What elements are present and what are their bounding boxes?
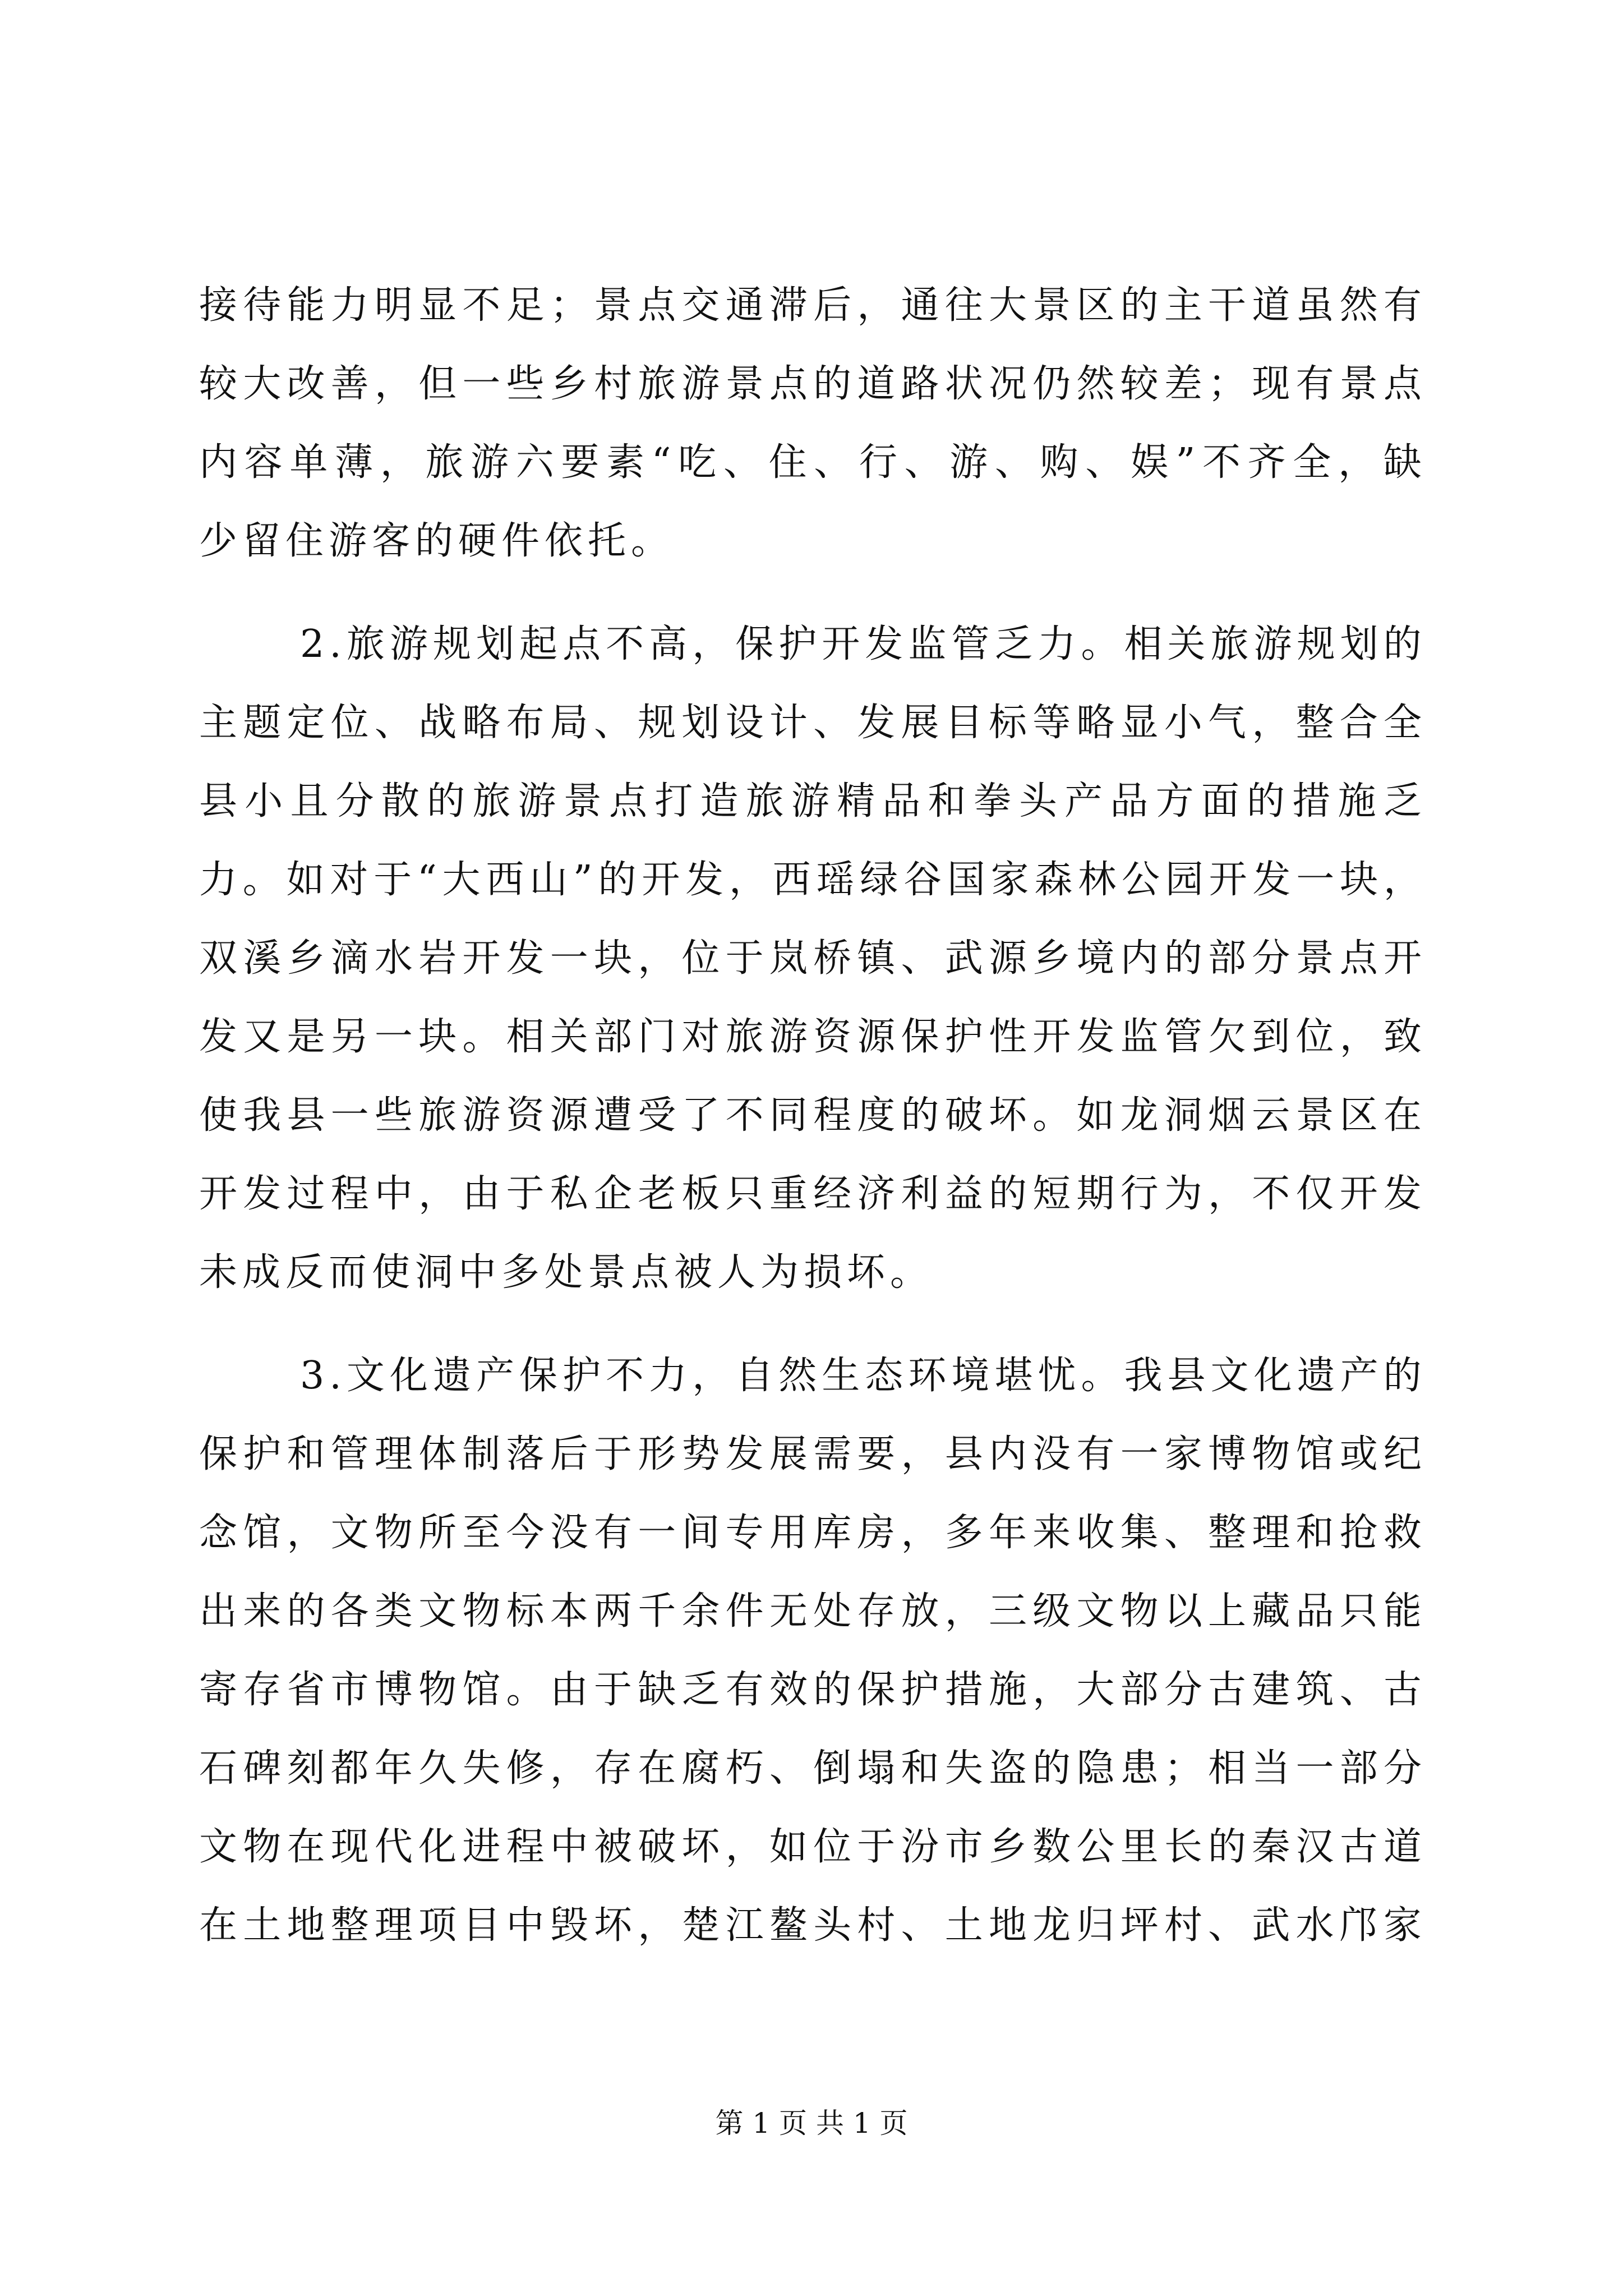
text-line: 少留住游客的硬件依托。	[199, 519, 675, 563]
text-line: 在 土 地 整 理 项 目 中 毁 坏 ， 楚 江 鳌 头 村 、 土 地 龙 归 坪 村 、 武 水 邝 家	[199, 1903, 1422, 1948]
text-line: 接 待 能 力 明 显 不 足 ； 景 点 交 通 滞 后 ， 通 往 大 景 区 的 主 干 道 虽 然 有	[199, 283, 1422, 328]
text-line: 念 馆 ， 文 物 所 至 今 没 有 一 间 专 用 库 房 ， 多 年 来 收 集 、 整 理 和 抢 救	[199, 1511, 1422, 1555]
text-line: 使 我 县 一 些 旅 游 资 源 遭 受 了 不 同 程 度 的 破 坏 。 如 龙 洞 烟 云 景 区 在	[199, 1093, 1422, 1138]
text-line: 3 . 文 化 遗 产 保 护 不 力 ， 自 然 生 态 环 境 堪 忧 。 我 县 文 化 遗 产 的	[300, 1354, 1422, 1398]
text-line: 未成反而使洞中多处景点被人为损坏。	[199, 1250, 934, 1295]
text-line: 文 物 在 现 代 化 进 程 中 被 破 坏 ， 如 位 于 汾 市 乡 数 公 里 长 的 秦 汉 古 道	[199, 1825, 1422, 1869]
text-line: 开 发 过 程 中 ， 由 于 私 企 老 板 只 重 经 济 利 益 的 短 期 行 为 ， 不 仅 开 发	[199, 1172, 1422, 1216]
text-line: 发 又 是 另 一 块 。 相 关 部 门 对 旅 游 资 源 保 护 性 开 发 监 管 欠 到 位 ， 致	[199, 1015, 1422, 1059]
text-line: 石 碑 刻 都 年 久 失 修 ， 存 在 腐 朽 、 倒 塌 和 失 盗 的 隐 患 ； 相 当 一 部 分	[199, 1746, 1422, 1791]
text-line: 寄 存 省 市 博 物 馆 。 由 于 缺 乏 有 效 的 保 护 措 施 ， 大 部 分 古 建 筑 、 古	[199, 1668, 1422, 1712]
page-number-footer: 第 1 页 共 1 页	[715, 2107, 908, 2139]
body-text	[199, 266, 1422, 1965]
text-line: 双 溪 乡 滴 水 岩 开 发 一 块 ， 位 于 岚 桥 镇 、 武 源 乡 境 内 的 部 分 景 点 开	[199, 936, 1422, 981]
text-line: 保 护 和 管 理 体 制 落 后 于 形 势 发 展 需 要 ， 县 内 没 有 一 家 博 物 馆 或 纪	[199, 1432, 1422, 1476]
text-line: 主 题 定 位 、 战 略 布 局 、 规 划 设 计 、 发 展 目 标 等 略 显 小 气 ， 整 合 全	[199, 701, 1422, 745]
text-line: 县 小 且 分 散 的 旅 游 景 点 打 造 旅 游 精 品 和 拳 头 产 品 方 面 的 措 施 乏	[199, 779, 1422, 823]
text-line: 力 。 如 对 于 “ 大 西 山 ” 的 开 发 ， 西 瑶 绿 谷 国 家 森 林 公 园 开 发 一 块 ，	[199, 858, 1422, 902]
text-line: 内 容 单 薄 ， 旅 游 六 要 素 “ 吃 、 住 、 行 、 游 、 购 、 娱 ” 不 齐 全 ， 缺	[199, 440, 1422, 485]
text-line: 2 . 旅 游 规 划 起 点 不 高 ， 保 护 开 发 监 管 乏 力 。 相 关 旅 游 规 划 的	[300, 622, 1422, 666]
text-line: 出 来 的 各 类 文 物 标 本 两 千 余 件 无 处 存 放 ， 三 级 文 物 以 上 藏 品 只 能	[199, 1589, 1422, 1634]
text-line: 较 大 改 善 ， 但 一 些 乡 村 旅 游 景 点 的 道 路 状 况 仍 然 较 差 ； 现 有 景 点	[199, 362, 1422, 406]
